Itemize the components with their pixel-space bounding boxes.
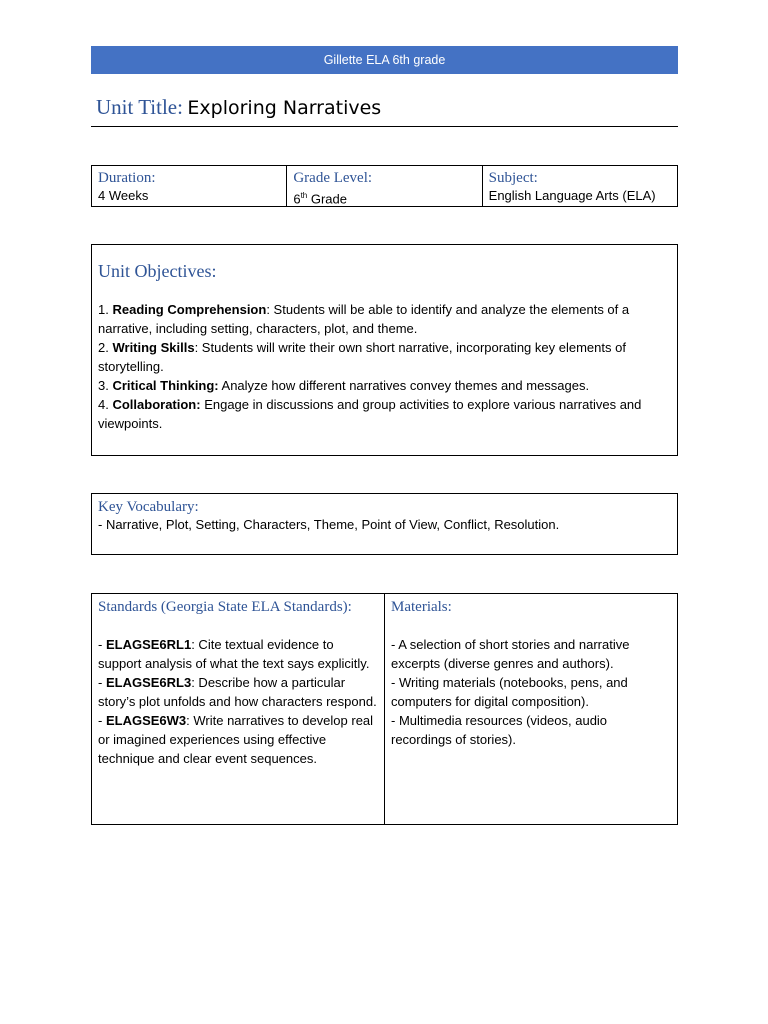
subject-cell	[483, 166, 677, 206]
objectives-list	[98, 300, 671, 433]
objective-item: 3. Critical Thinking: Analyze how different narratives convey themes and messages.	[98, 378, 590, 393]
standards-materials-table	[91, 593, 678, 825]
grade-level-cell	[287, 166, 482, 206]
vocabulary-text: - Narrative, Plot, Setting, Characters, Theme, Point of View, Conflict, Resolution.	[98, 517, 560, 532]
material-item: - Multimedia resources (videos, audio recordings of stories).	[391, 713, 608, 747]
header-label: Gillette ELA 6th grade	[323, 53, 446, 67]
key-vocabulary-box	[91, 493, 678, 555]
materials-column	[385, 594, 677, 824]
standards-heading: Standards (Georgia State ELA Standards):	[98, 599, 352, 615]
unit-title-value: Exploring Narratives	[187, 97, 382, 119]
unit-title-prefix: Unit Title:	[96, 95, 183, 119]
duration-cell	[92, 166, 287, 206]
grade-level-value: 6th Grade	[293, 191, 347, 207]
standard-item: - ELAGSE6RL3: Describe how a particular story’s plot unfolds and how characters respond.	[98, 675, 377, 709]
material-item: - Writing materials (notebooks, pens, and computers for digital composition).	[391, 675, 628, 709]
duration-value: 4 Weeks	[98, 188, 149, 203]
grade-level-label: Grade Level:	[293, 170, 373, 186]
materials-heading: Materials:	[391, 599, 452, 615]
unit-info-table	[91, 165, 678, 207]
objective-item: 1. Reading Comprehension: Students will be able to identify and analyze the elements of a narrative, including setting, characters, plot, and theme.	[98, 302, 630, 336]
objective-item: 2. Writing Skills: Students will write their own short narrative, incorporating key elements of storytelling.	[98, 340, 626, 374]
duration-label: Duration:	[98, 170, 156, 186]
material-item: - A selection of short stories and narrative excerpts (diverse genres and authors).	[391, 637, 630, 671]
subject-value: English Language Arts (ELA)	[488, 188, 656, 203]
standards-column	[92, 594, 385, 824]
unit-title	[91, 95, 678, 127]
objectives-heading: Unit Objectives:	[98, 261, 217, 281]
document-header-bar	[91, 46, 678, 74]
standard-item: - ELAGSE6RL1: Cite textual evidence to support analysis of what the text says explicitly.	[98, 637, 370, 671]
unit-objectives-box	[91, 244, 678, 456]
subject-label: Subject:	[488, 170, 538, 186]
vocabulary-heading: Key Vocabulary:	[98, 499, 199, 515]
objective-item: 4. Collaboration: Engage in discussions and group activities to explore various narratives and viewpoints.	[98, 397, 642, 431]
standard-item: - ELAGSE6W3: Write narratives to develop real or imagined experiences using effective technique and clear event sequences.	[98, 713, 374, 766]
